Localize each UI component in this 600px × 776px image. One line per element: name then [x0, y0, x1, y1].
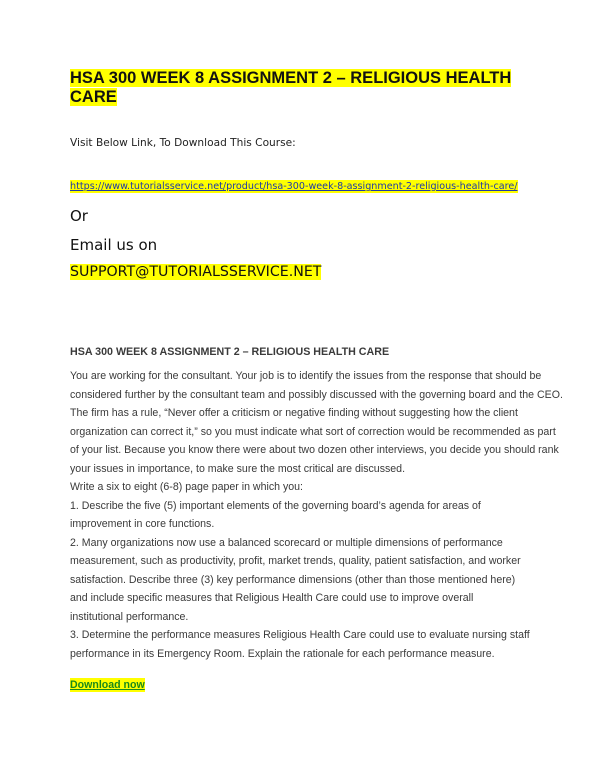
body-line: and include specific measures that Religious Health Care could use to improve overall [70, 592, 474, 604]
assignment-body [70, 367, 563, 663]
body-line: measurement, such as productivity, profit, market trends, quality, patient satisfaction, and worker [70, 555, 521, 567]
visit-instruction: Visit Below Link, To Download This Course: [70, 137, 296, 149]
email-label: Email us on [70, 236, 158, 254]
body-line: your issues in importance, to make sure the most critical are discussed. [70, 462, 406, 475]
body-line: considered further by the consultant team and possibly discussed with the governing board and the CEO. [70, 388, 563, 401]
assignment-heading: HSA 300 WEEK 8 ASSIGNMENT 2 – RELIGIOUS HEALTH CARE [70, 346, 390, 358]
or-text: Or [70, 207, 88, 225]
body-line: of your list. Because you know there were about two dozen other interviews, you decide you should rank [70, 444, 559, 456]
download-now-link[interactable]: Download now [70, 679, 145, 691]
body-line: Write a six to eight (6-8) page paper in which you: [70, 481, 303, 493]
body-line: You are working for the consultant. Your job is to identify the issues from the response that should be [70, 370, 542, 382]
body-line: improvement in core functions. [70, 518, 215, 530]
body-line: organization can correct it,” so you must indicate what sort of correction would be recommended as part [70, 425, 556, 438]
page-title [70, 69, 530, 107]
course-link[interactable]: https://www.tutorialsservice.net/product/hsa-300-week-8-assignment-2-religious-health-care/ [70, 181, 518, 192]
body-line: 1. Describe the five (5) important elements of the governing board’s agenda for areas of [70, 499, 481, 512]
body-line: institutional performance. [70, 610, 189, 623]
support-email[interactable] [70, 262, 321, 282]
body-line: The firm has a rule, “Never offer a criticism or negative finding without suggesting how the client [70, 407, 518, 419]
body-line: performance in its Emergency Room. Explain the rationale for each performance measure. [70, 647, 495, 660]
body-line: 2. Many organizations now use a balanced scorecard or multiple dimensions of performance [70, 536, 503, 549]
body-line: 3. Determine the performance measures Religious Health Care could use to evaluate nursing staff [70, 629, 530, 641]
page-title-text: HSA 300 WEEK 8 ASSIGNMENT 2 – RELIGIOUS HEALTH CARE [70, 69, 512, 106]
support-email-text: SUPPORT@TUTORIALSSERVICE.NET [70, 264, 322, 280]
body-line: satisfaction. Describe three (3) key performance dimensions (other than those mentioned here) [70, 573, 516, 586]
